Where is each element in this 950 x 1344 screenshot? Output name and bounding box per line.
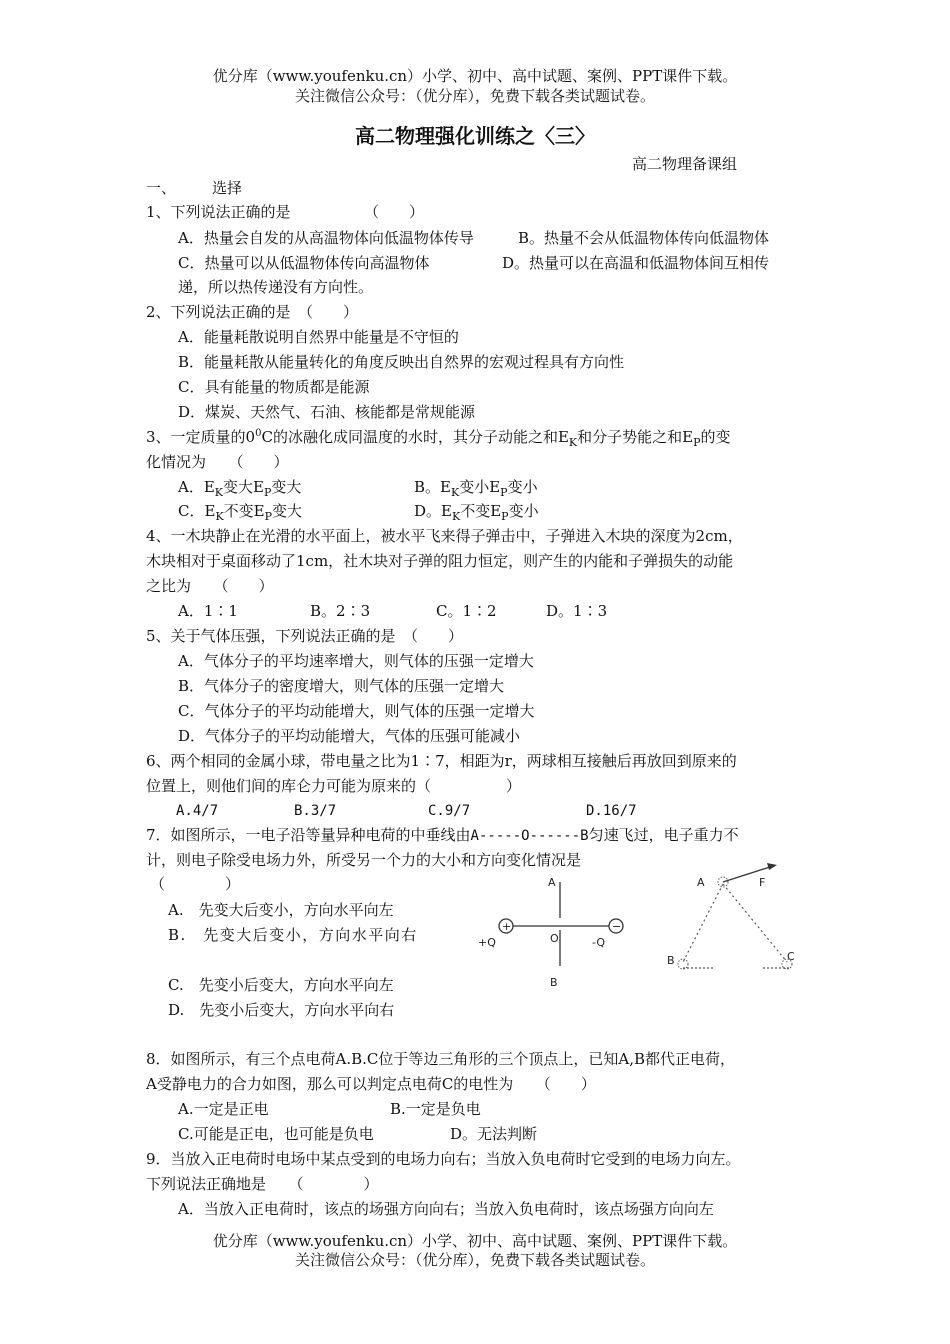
q1-option-a: A．热量会自发的从高温物体向低温物体传导 bbox=[178, 229, 474, 247]
q3-stem-cont: 化情况为 （ ） bbox=[146, 453, 289, 471]
q4-option-a: A．1∶1 bbox=[178, 602, 238, 620]
q1-option-b: B。热量不会从低温物体传向低温物体 bbox=[518, 229, 770, 247]
q4-option-d: D。1∶3 bbox=[546, 602, 608, 620]
side-ab bbox=[683, 884, 723, 962]
force-arrow-shaft bbox=[723, 866, 773, 882]
minus-q-label: -Q bbox=[592, 936, 606, 949]
q8-line-1: 8．如图所示，有三个点电荷A.B.C位于等边三角形的三个顶点上，已知A,B都代正电荷， bbox=[146, 1050, 736, 1068]
section-name: 选择 bbox=[212, 179, 243, 197]
q9-option-a: A．当放入正电荷时，该点的场强方向向右；当放入负电荷时，该点场强方向向左 bbox=[178, 1200, 714, 1218]
positive-sign: + bbox=[502, 920, 512, 933]
side-ac bbox=[723, 884, 787, 962]
q4-line-3: 之比为 （ ） bbox=[146, 577, 274, 595]
footer-line-2: 关注微信公众号：（优分库），免费下载各类试题试卷。 bbox=[294, 1251, 655, 1269]
q6-line-1: 6、两个相同的金属小球，带电量之比为1∶7，相距为r，两球相互接触后再放回到原来的 bbox=[146, 752, 737, 770]
point-a-label: A bbox=[697, 876, 705, 889]
q6-line-2: 位置上，则他们间的库仑力可能为原来的（ ） bbox=[146, 777, 522, 795]
q8-line-2: A受静电力的合力如图，那么可以判定点电荷C的电性为 （ ） bbox=[146, 1075, 596, 1093]
page-title: 高二物理强化训练之〈三〉 bbox=[355, 124, 595, 148]
q3-option-c: C．$E_K$不变$E_P$变大 bbox=[178, 502, 303, 523]
q1-stem: 1、下列说法正确的是 bbox=[146, 203, 291, 221]
q5-option-d: D．气体分子的平均动能增大，气体的压强可能减小 bbox=[178, 727, 521, 745]
q8-figure bbox=[665, 858, 815, 988]
q5-option-b: B．气体分子的密度增大，则气体的压强一定增大 bbox=[178, 677, 505, 695]
q7-option-d: D. 先变小后变大，方向水平向右 bbox=[168, 1001, 395, 1019]
q6-option-b: B.3/7 bbox=[294, 803, 337, 819]
q7-figure bbox=[470, 868, 640, 998]
q8-option-a: A.一定是正电 bbox=[178, 1100, 269, 1118]
header-line-1: 优分库（www.youfenku.cn）小学、初中、高中试题、案例、PPT课件下载。 bbox=[212, 67, 738, 85]
author: 高二物理备课组 bbox=[632, 155, 738, 173]
q5-stem: 5、关于气体压强，下列说法正确的是 （ ） bbox=[146, 627, 464, 645]
q8-option-c: C.可能是正电，也可能是负电 bbox=[178, 1125, 374, 1143]
q3-option-a: A．$E_K$变大$E_P$变大 bbox=[178, 478, 302, 499]
section-number: 一、 bbox=[146, 179, 177, 197]
q4-option-b: B。2∶3 bbox=[310, 602, 371, 620]
q8-option-b: B.一定是负电 bbox=[390, 1100, 481, 1118]
q2-option-b: B．能量耗散从能量转化的角度反映出自然界的宏观过程具有方向性 bbox=[178, 353, 625, 371]
q5-option-a: A．气体分子的平均速率增大，则气体的压强一定增大 bbox=[178, 652, 534, 670]
q7-paren: （ ） bbox=[150, 875, 241, 893]
q8-option-d: D。无法判断 bbox=[450, 1125, 538, 1143]
q1-option-d-cont: 递，所以热传递没有方向性。 bbox=[178, 278, 374, 296]
q7-option-c: C. 先变小后变大，方向水平向左 bbox=[168, 976, 394, 994]
point-o-label: O bbox=[550, 932, 559, 945]
q2-option-a: A．能量耗散说明自然界中能量是不守恒的 bbox=[178, 328, 459, 346]
header-line-2: 关注微信公众号：（优分库），免费下载各类试题试卷。 bbox=[294, 87, 655, 105]
q5-option-c: C．气体分子的平均动能增大，则气体的压强一定增大 bbox=[178, 702, 535, 720]
q9-line-2: 下列说法正确地是 （ ） bbox=[146, 1175, 379, 1193]
q4-option-c: C。1∶2 bbox=[436, 602, 497, 620]
q6-option-a: A.4/7 bbox=[176, 803, 219, 819]
q7-line-1: 7．如图所示，一电子沿等量异种电荷的中垂线由A-----O------B匀速飞过，电子重力不 bbox=[146, 826, 739, 844]
point-a-label: A bbox=[548, 876, 556, 889]
point-c-label: C bbox=[787, 950, 795, 963]
q3-stem: 3、一定质量的$0^0C$的冰融化成同温度的水时，其分子动能之和$E_K$和分子势能之和$E_P$的变 bbox=[146, 428, 731, 449]
q6-option-c: C.9/7 bbox=[428, 803, 471, 819]
q3-option-d: D。$E_K$不变$E_P$变小 bbox=[414, 502, 539, 523]
q9-line-1: 9．当放入正电荷时电场中某点受到的电场力向右；当放入负电荷时它受到的电场力向左。 bbox=[146, 1150, 741, 1168]
q4-line-1: 4、一木块静止在光滑的水平面上，被水平飞来得子弹击中，子弹进入木块的深度为2cm， bbox=[146, 527, 743, 545]
q1-paren: （ ） bbox=[364, 203, 425, 221]
q2-stem: 2、下列说法正确的是 （ ） bbox=[146, 303, 359, 321]
point-b-label: B bbox=[667, 954, 675, 967]
q1-option-c: C．热量可以从低温物体传向高温物体 bbox=[178, 254, 430, 272]
footer-line-1: 优分库（www.youfenku.cn）小学、初中、高中试题、案例、PPT课件下载。 bbox=[212, 1232, 738, 1250]
negative-sign: − bbox=[612, 920, 622, 933]
q6-option-d: D.16/7 bbox=[586, 803, 637, 819]
q7-option-b: B. 先变大后变小，方向水平向右 bbox=[168, 926, 418, 944]
q1-option-d: D。热量可以在高温和低温物体间互相传 bbox=[502, 254, 770, 272]
point-b-label: B bbox=[550, 976, 558, 989]
force-arrow-head bbox=[767, 863, 777, 870]
q7-option-a: A. 先变大后变小，方向水平向左 bbox=[168, 901, 394, 919]
q2-option-d: D．煤炭、天然气、石油、核能都是常规能源 bbox=[178, 403, 476, 421]
q4-line-2: 木块相对于桌面移动了1cm，社木块对子弹的阻力恒定，则产生的内能和子弹损失的动能 bbox=[146, 552, 734, 570]
plus-q-label: +Q bbox=[478, 936, 496, 949]
force-f-label: F bbox=[759, 876, 766, 889]
q7-line-2: 计，则电子除受电场力外，所受另一个力的大小和方向变化情况是 bbox=[146, 851, 582, 869]
q3-option-b: B。$E_K$变小$E_P$变小 bbox=[414, 478, 538, 499]
q2-option-c: C．具有能量的物质都是能源 bbox=[178, 378, 370, 396]
